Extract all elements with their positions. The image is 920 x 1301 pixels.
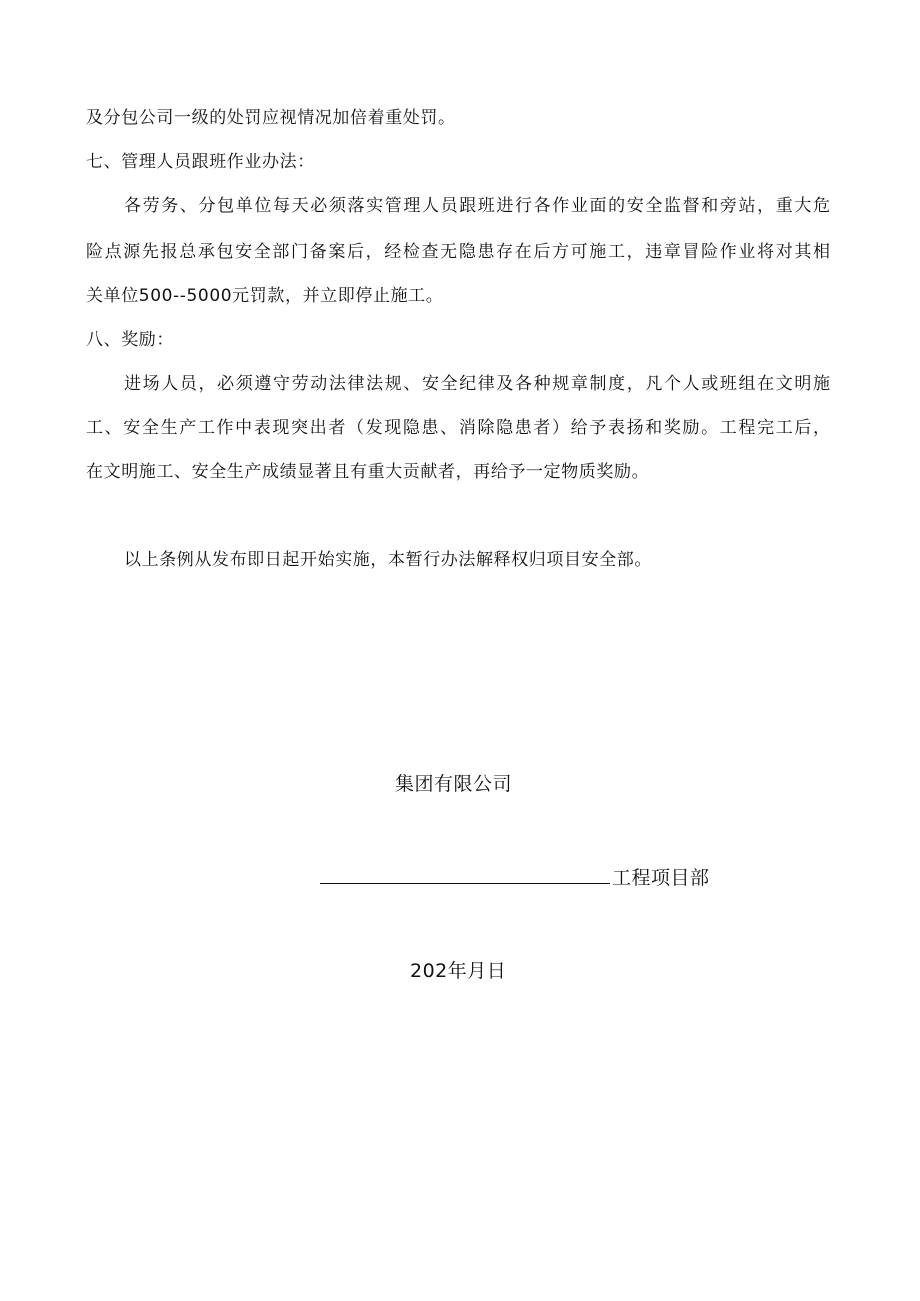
paragraph-line: 进场人员，必须遵守劳动法律法规、安全纪律及各种规章制度，凡个人或班组在文明施 (124, 374, 830, 394)
blank-underline (320, 865, 610, 884)
paragraph-line: 险点源先报总承包安全部门备案后，经检查无隐患存在后方可施工，违章冒险作业将对其相 (86, 242, 830, 262)
section-heading-8: 八、奖励： (86, 330, 174, 350)
department-name: 工程项目部 (612, 867, 710, 889)
paragraph-line: 在文明施工、安全生产成绩显著且有重大贡献者，再给予一定物质奖励。 (86, 462, 650, 482)
company-name: 集团有限公司 (395, 773, 513, 795)
paragraph-line: 关单位500--5000元罚款，并立即停止施工。 (86, 286, 444, 306)
closing-statement: 以上条例从发布即日起开始实施，本暂行办法解释权归项目安全部。 (124, 550, 652, 570)
paragraph-line: 工、安全生产工作中表现突出者（发现隐患、消除隐患者）给予表扬和奖励。工程完工后， (86, 418, 830, 438)
paragraph-line: 及分包公司一级的处罚应视情况加倍着重处罚。 (86, 108, 456, 128)
department-signature (320, 865, 710, 890)
signature-date: 202年月日 (410, 960, 507, 982)
section-heading-7: 七、管理人员跟班作业办法： (86, 152, 315, 172)
paragraph-line: 各劳务、分包单位每天必须落实管理人员跟班进行各作业面的安全监督和旁站，重大危 (124, 196, 830, 216)
